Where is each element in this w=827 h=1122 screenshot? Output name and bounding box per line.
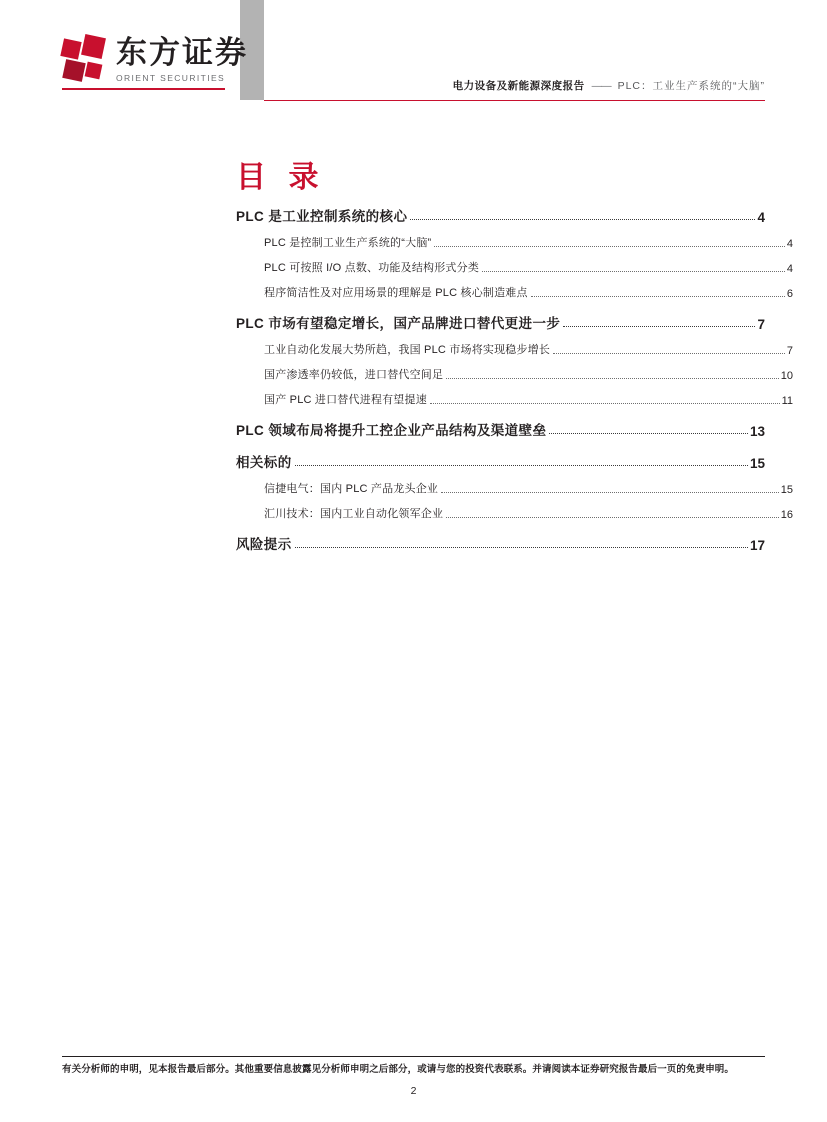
toc-leader [531,295,785,297]
header-dash: —— [591,80,611,92]
table-of-contents [236,205,793,553]
logo-name-en: ORIENT SECURITIES [116,73,226,83]
toc-leader [441,491,779,493]
header-divider [264,100,765,101]
toc-entry-label: 国产 PLC 进口替代进程有望提速 [264,394,427,406]
footer-divider [62,1056,765,1057]
toc-entry-page: 16 [780,509,793,521]
company-logo [62,36,248,83]
toc-leader [563,325,755,327]
toc-entry-label: 程序简洁性及对应用场景的理解是 PLC 核心制造难点 [264,287,528,299]
toc-entry-level2[interactable] [236,480,793,496]
toc-leader [482,270,785,272]
logo-name-cn: 东方证券 [116,35,248,71]
toc-entry-page: 6 [786,288,793,300]
toc-entry-label: PLC 领域布局将提升工控企业产品结构及渠道壁垒 [236,423,547,438]
toc-entry-label: 工业自动化发展大势所趋，我国 PLC 市场将实现稳步增长 [264,344,551,356]
report-series: 电力设备及新能源深度报告 [452,80,585,92]
toc-entry-page: 7 [757,317,765,332]
toc-leader [446,377,779,379]
toc-entry-level1[interactable] [236,205,765,225]
toc-entry-page: 4 [786,263,793,275]
toc-entry-level2[interactable] [236,505,793,521]
header-report-label [453,78,765,93]
toc-entry-level2[interactable] [236,391,793,407]
toc-entry-page: 7 [786,345,793,357]
toc-entry-page: 15 [749,456,765,471]
logo-diamond-icon [62,36,108,82]
toc-entry-label: 风险提示 [236,537,292,552]
page-number: 2 [410,1085,417,1097]
toc-entry-label: PLC 可按照 I/O 点数、功能及结构形式分类 [264,262,480,274]
toc-entry-page: 10 [780,370,793,382]
toc-entry-label: 汇川技术：国内工业自动化领军企业 [264,508,444,520]
toc-entry-label: 信捷电气：国内 PLC 产品龙头企业 [264,483,439,495]
toc-entry-level2[interactable] [236,284,793,300]
page-header [0,0,827,108]
toc-entry-label: PLC 市场有望稳定增长，国产品牌进口替代更进一步 [236,316,561,331]
toc-entry-level1[interactable] [236,312,765,332]
toc-entry-label: 国产渗透率仍较低，进口替代空间足 [264,369,444,381]
toc-entry-level1[interactable] [236,451,765,471]
toc-leader [410,218,755,220]
page-title: 目 录 [236,160,325,195]
toc-entry-page: 17 [749,538,765,553]
toc-entry-label: PLC 是工业控制系统的核心 [236,209,408,224]
toc-entry-level2[interactable] [236,366,793,382]
toc-entry-level2[interactable] [236,234,793,250]
toc-entry-level2[interactable] [236,341,793,357]
toc-entry-page: 11 [781,395,793,407]
toc-leader [295,464,748,466]
toc-leader [446,516,779,518]
report-title: PLC：工业生产系统的“大脑” [617,80,765,92]
toc-leader [434,245,784,247]
logo-text [116,36,248,83]
toc-entry-page: 4 [757,210,765,225]
toc-entry-level1[interactable] [236,419,765,439]
toc-leader [430,402,780,404]
toc-entry-page: 13 [749,424,765,439]
footer-disclaimer: 有关分析师的申明，见本报告最后部分。其他重要信息披露见分析师申明之后部分，或请与您的投资代表联系。并请阅读本证券研究报告最后一页的免责申明。 [62,1064,735,1075]
toc-leader [553,352,785,354]
toc-entry-label: PLC 是控制工业生产系统的“大脑” [264,237,432,249]
toc-leader [295,546,748,548]
toc-entry-level2[interactable] [236,259,793,275]
logo-underline [62,88,225,90]
toc-entry-page: 15 [780,484,793,496]
toc-entry-label: 相关标的 [236,455,292,470]
toc-leader [549,432,748,434]
toc-entry-level1[interactable] [236,533,765,553]
toc-entry-page: 4 [786,238,793,250]
